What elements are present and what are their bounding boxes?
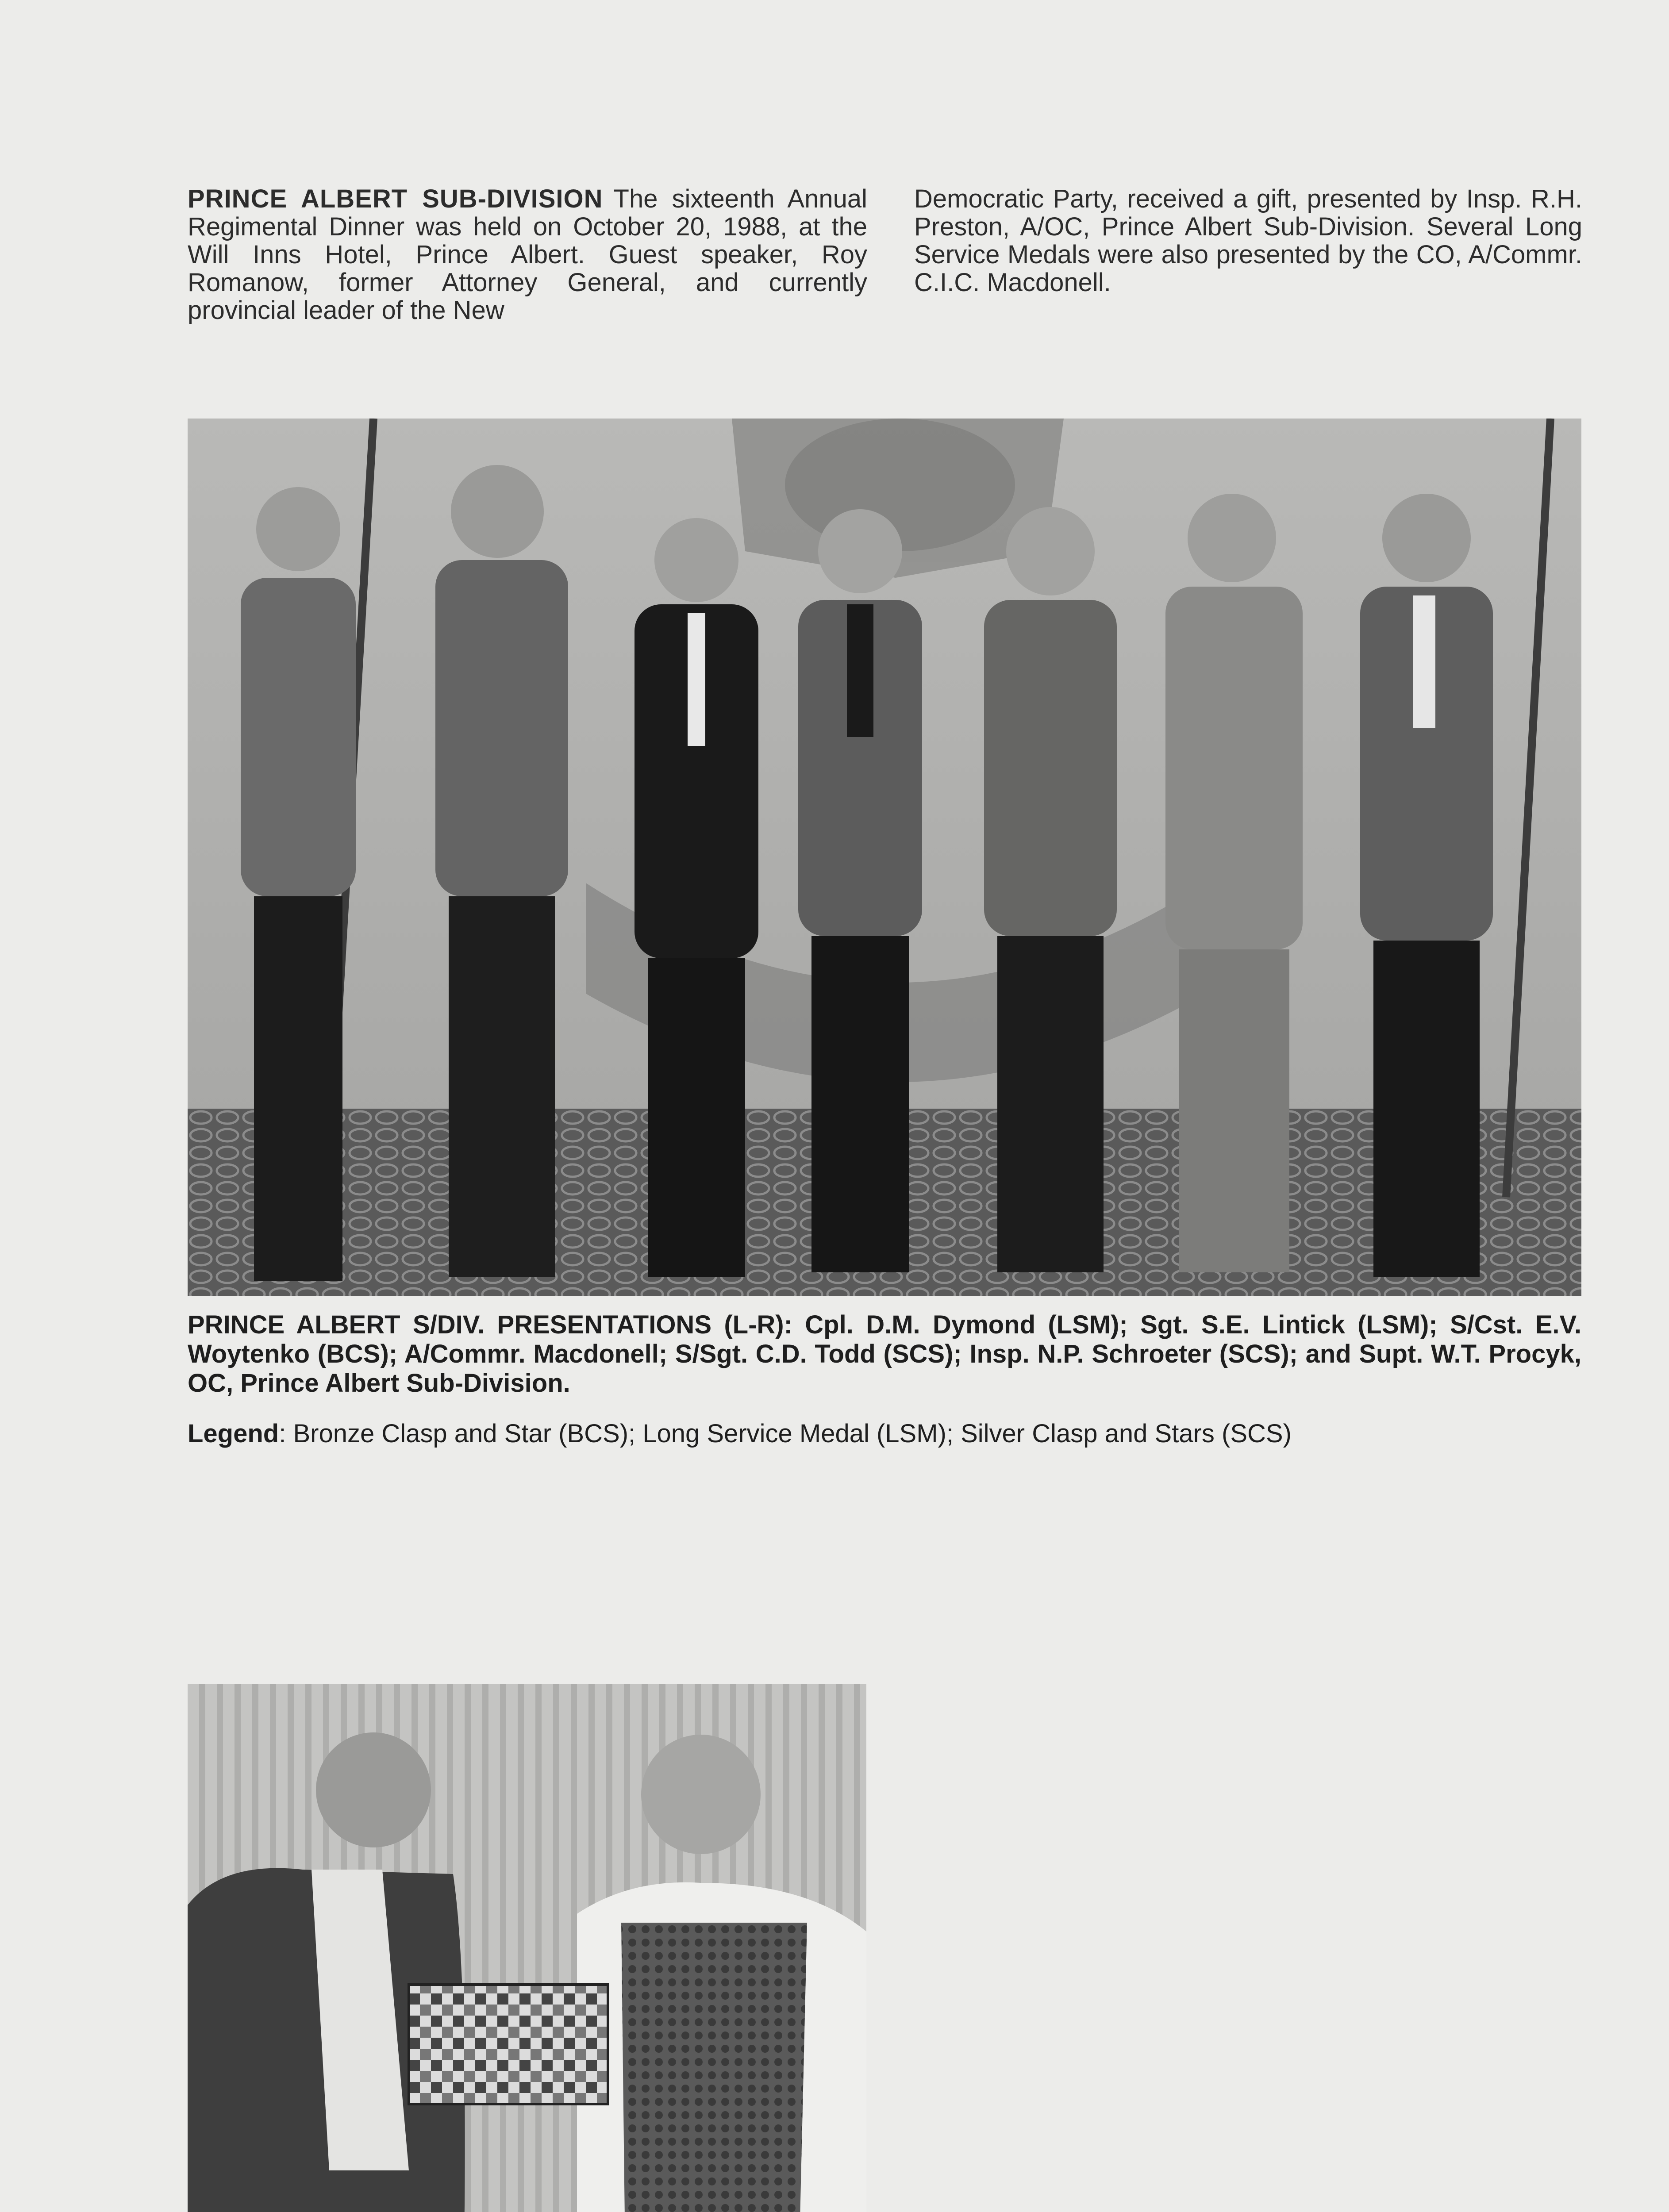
wrapped-gift <box>409 1985 608 2104</box>
legend-text: : Bronze Clasp and Star (BCS); Long Service Medal (LSM); Silver Clasp and Stars (SCS) <box>279 1419 1292 1448</box>
group-photo-illustration <box>188 419 1581 1296</box>
intro-column-right: Democratic Party, received a gift, presented by Insp. R.H. Preston, A/OC, Prince Albert Sub-Division. Several Long Service Medals were also presented by the CO, A/Commr. C.I.C. Macdonell. <box>914 184 1582 297</box>
farewell-photo-illustration <box>188 1684 866 2212</box>
legend-label: Legend <box>188 1419 279 1448</box>
farewell-gift-photo <box>188 1684 866 2212</box>
article-heading: PRINCE ALBERT SUB-DIVISION <box>188 184 603 213</box>
intro-column-left <box>188 185 867 324</box>
group-photo-caption: PRINCE ALBERT S/DIV. PRESENTATIONS (L-R): Cpl. D.M. Dymond (LSM); Sgt. S.E. Lintick (LSM); S/Cst. E.V. Woytenko (BCS); A/Commr. Macdonell; S/Sgt. C.D. Todd (SCS); Insp. N.P. Schroeter (SCS); and Supt. W.T. Procyk, OC, Prince Albert Sub-Division. <box>188 1310 1581 1398</box>
intro-body-left: The sixteenth Annual Regimental Dinner was held on October 20, 1988, at the Will Inns Hotel, Prince Albert. Guest speaker, Roy Romanow, former Attorney General, and currently provincial leader of the New <box>188 184 867 325</box>
medal-legend <box>188 1419 1581 1448</box>
group-presentation-photo <box>188 419 1581 1296</box>
